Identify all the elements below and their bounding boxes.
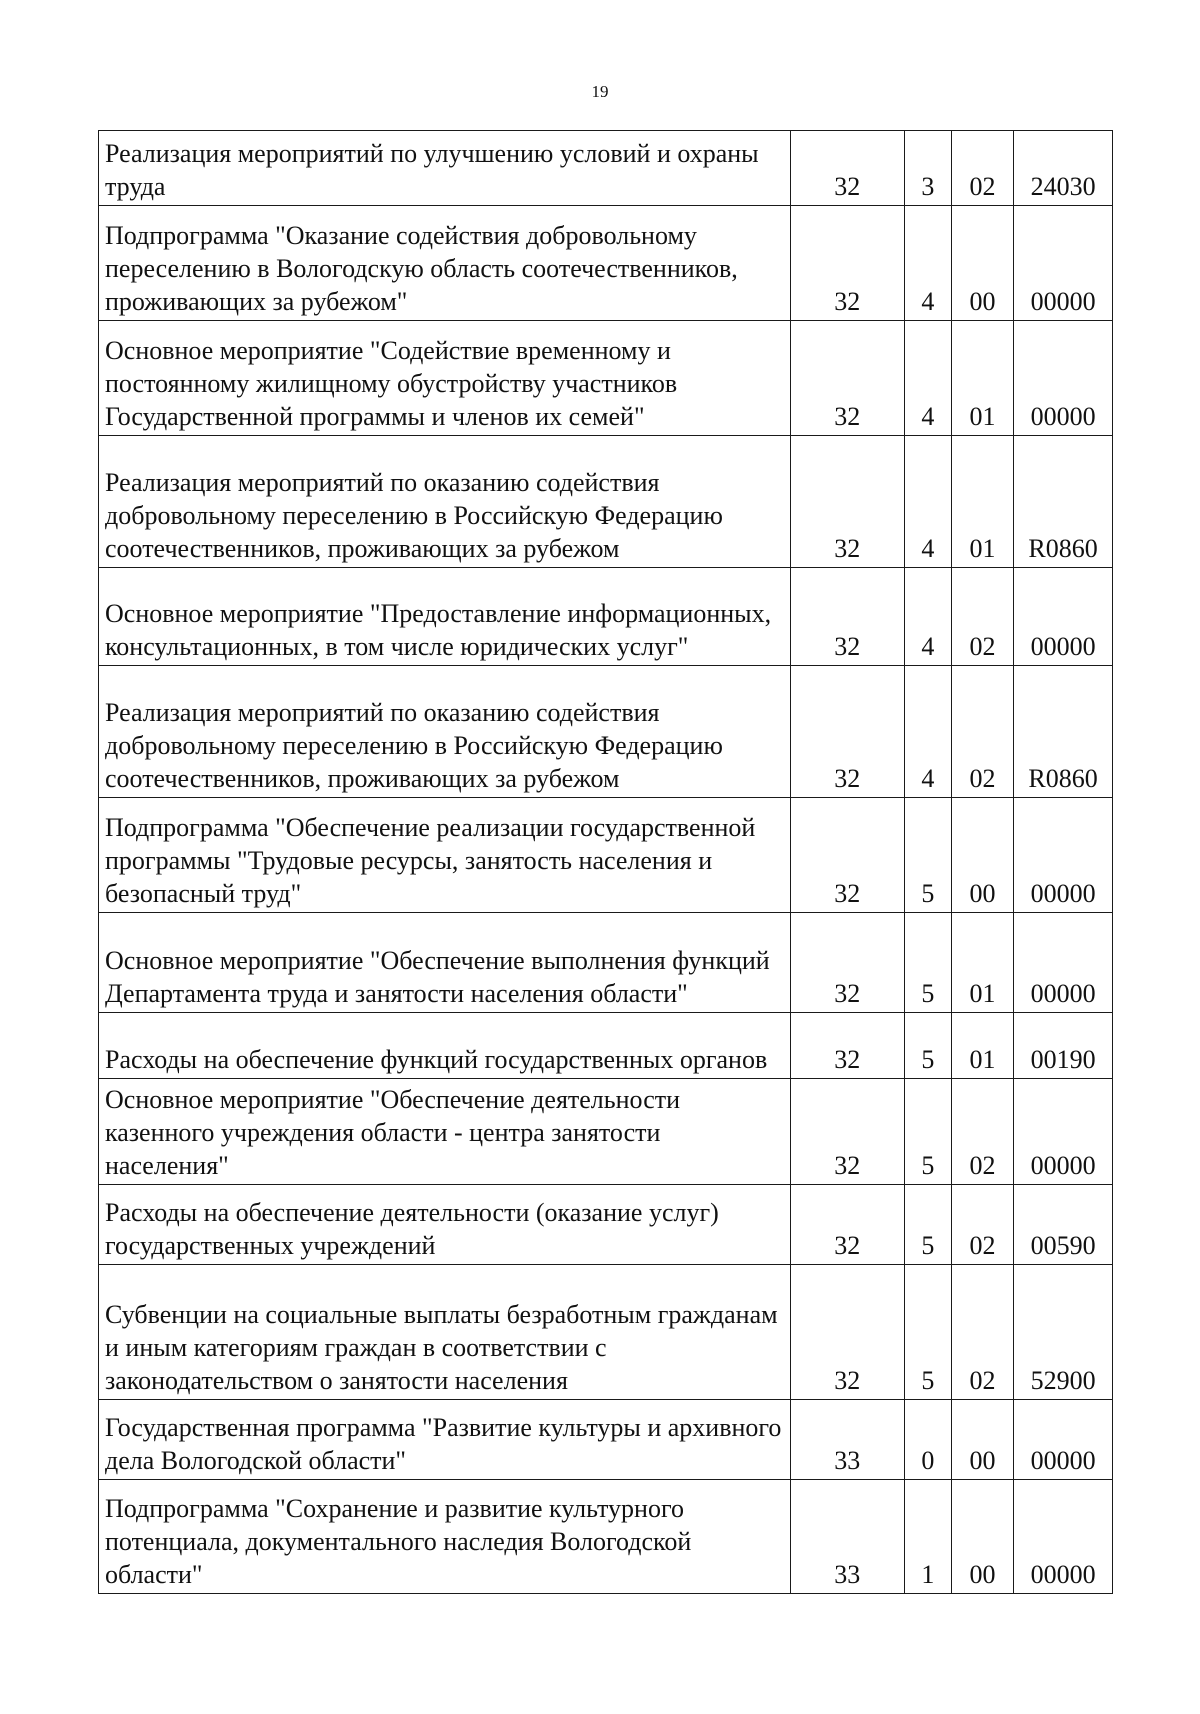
code-col-1: 32: [790, 1079, 904, 1185]
code-col-3: 02: [951, 1185, 1013, 1265]
code-col-3: 01: [951, 436, 1013, 568]
item-description: Подпрограмма "Сохранение и развитие культурного потенциала, документального наследия Вологодской области": [99, 1480, 791, 1594]
code-col-2: 5: [904, 1265, 951, 1400]
code-col-1: 33: [790, 1480, 904, 1594]
table-row: [99, 206, 1113, 321]
code-col-2: 4: [904, 436, 951, 568]
code-col-4: R0860: [1014, 436, 1113, 568]
table-row: [99, 1185, 1113, 1265]
code-col-3: 00: [951, 206, 1013, 321]
code-col-3: 02: [951, 666, 1013, 798]
code-col-2: 5: [904, 1185, 951, 1265]
code-col-2: 4: [904, 666, 951, 798]
budget-table: [98, 130, 1113, 1594]
table-row: [99, 436, 1113, 568]
code-col-3: 00: [951, 1480, 1013, 1594]
code-col-2: 4: [904, 321, 951, 436]
code-col-3: 01: [951, 913, 1013, 1013]
code-col-2: 1: [904, 1480, 951, 1594]
code-col-1: 32: [790, 666, 904, 798]
code-col-3: 01: [951, 1013, 1013, 1079]
item-description: Государственная программа "Развитие культуры и архивного дела Вологодской области": [99, 1400, 791, 1480]
code-col-2: 0: [904, 1400, 951, 1480]
table-row: [99, 321, 1113, 436]
code-col-2: 5: [904, 1013, 951, 1079]
code-col-1: 32: [790, 798, 904, 913]
code-col-4: 52900: [1014, 1265, 1113, 1400]
code-col-3: 02: [951, 1079, 1013, 1185]
code-col-3: 02: [951, 1265, 1013, 1400]
item-description: Подпрограмма "Оказание содействия добровольному переселению в Вологодскую область соотечественников, проживающих за рубежом": [99, 206, 791, 321]
code-col-4: 00000: [1014, 798, 1113, 913]
code-col-4: 00000: [1014, 1480, 1113, 1594]
item-description: Подпрограмма "Обеспечение реализации государственной программы "Трудовые ресурсы, занятость населения и безопасный труд": [99, 798, 791, 913]
item-description: Основное мероприятие "Обеспечение выполнения функций Департамента труда и занятости населения области": [99, 913, 791, 1013]
code-col-3: 02: [951, 131, 1013, 206]
code-col-1: 32: [790, 568, 904, 666]
code-col-1: 32: [790, 1265, 904, 1400]
item-description: Расходы на обеспечение функций государственных органов: [99, 1013, 791, 1079]
code-col-4: 00590: [1014, 1185, 1113, 1265]
table-row: [99, 798, 1113, 913]
code-col-1: 32: [790, 913, 904, 1013]
code-col-1: 32: [790, 1185, 904, 1265]
table-row: [99, 568, 1113, 666]
table-row: [99, 1400, 1113, 1480]
code-col-2: 5: [904, 1079, 951, 1185]
code-col-1: 32: [790, 206, 904, 321]
code-col-1: 32: [790, 1013, 904, 1079]
table-row: [99, 1079, 1113, 1185]
code-col-3: 00: [951, 1400, 1013, 1480]
code-col-4: 00000: [1014, 1400, 1113, 1480]
code-col-2: 5: [904, 913, 951, 1013]
item-description: Субвенции на социальные выплаты безработным гражданам и иным категориям граждан в соответствии с законодательством о занятости населения: [99, 1265, 791, 1400]
code-col-2: 3: [904, 131, 951, 206]
code-col-4: 24030: [1014, 131, 1113, 206]
item-description: Основное мероприятие "Обеспечение деятельности казенного учреждения области - центра занятости населения": [99, 1079, 791, 1185]
code-col-4: 00190: [1014, 1013, 1113, 1079]
table-row: [99, 913, 1113, 1013]
code-col-1: 32: [790, 436, 904, 568]
code-col-1: 32: [790, 321, 904, 436]
table-row: [99, 1480, 1113, 1594]
code-col-4: R0860: [1014, 666, 1113, 798]
item-description: Основное мероприятие "Содействие временному и постоянному жилищному обустройству участников Государственной программы и членов их семей": [99, 321, 791, 436]
code-col-4: 00000: [1014, 321, 1113, 436]
table-row: [99, 1013, 1113, 1079]
item-description: Реализация мероприятий по улучшению условий и охраны труда: [99, 131, 791, 206]
code-col-3: 01: [951, 321, 1013, 436]
code-col-1: 33: [790, 1400, 904, 1480]
code-col-2: 4: [904, 568, 951, 666]
item-description: Основное мероприятие "Предоставление информационных, консультационных, в том числе юридических услуг": [99, 568, 791, 666]
code-col-4: 00000: [1014, 913, 1113, 1013]
item-description: Реализация мероприятий по оказанию содействия добровольному переселению в Российскую Федерацию соотечественников, проживающих за рубежом: [99, 666, 791, 798]
table-row: [99, 1265, 1113, 1400]
code-col-4: 00000: [1014, 568, 1113, 666]
table-row: [99, 666, 1113, 798]
table-row: [99, 131, 1113, 206]
page-number: 19: [591, 82, 609, 101]
code-col-3: 02: [951, 568, 1013, 666]
code-col-2: 4: [904, 206, 951, 321]
code-col-4: 00000: [1014, 1079, 1113, 1185]
code-col-2: 5: [904, 798, 951, 913]
item-description: Реализация мероприятий по оказанию содействия добровольному переселению в Российскую Федерацию соотечественников, проживающих за рубежом: [99, 436, 791, 568]
code-col-4: 00000: [1014, 206, 1113, 321]
code-col-1: 32: [790, 131, 904, 206]
item-description: Расходы на обеспечение деятельности (оказание услуг) государственных учреждений: [99, 1185, 791, 1265]
code-col-3: 00: [951, 798, 1013, 913]
